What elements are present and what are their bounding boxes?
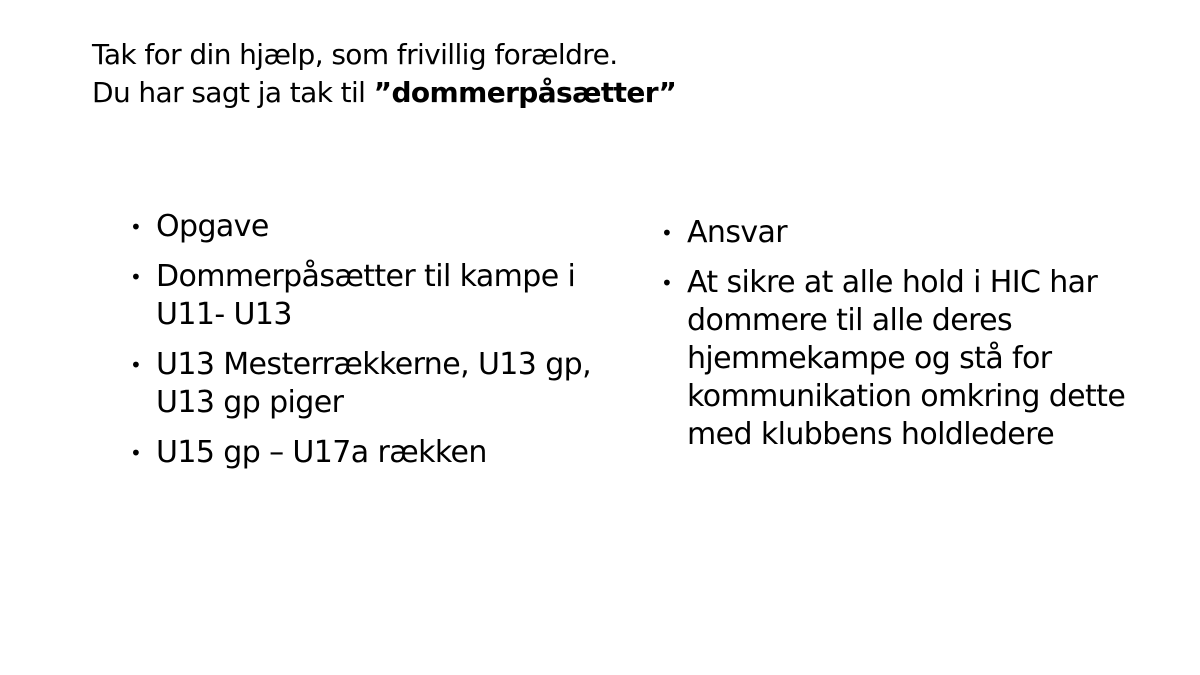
slide-title <box>92 36 1092 112</box>
list-item <box>130 346 600 422</box>
list-item-text: Ansvar <box>687 215 788 250</box>
bullet-icon: • <box>661 221 673 245</box>
bullet-icon: • <box>130 215 142 239</box>
list-item <box>130 434 600 472</box>
list-item-text: Dommerpåsætter til kampe i U11- U13 <box>156 259 576 332</box>
left-bullet-list <box>130 208 600 484</box>
title-line-2 <box>92 74 1092 112</box>
list-item-text: Opgave <box>156 209 269 244</box>
title-line-2-bold: ”dommerpåsætter” <box>373 76 677 109</box>
list-item <box>661 214 1131 252</box>
bullet-icon: • <box>130 441 142 465</box>
bullet-icon: • <box>661 271 673 295</box>
list-item-text: U15 gp – U17a rækken <box>156 435 487 470</box>
list-item-text: U13 Mesterrækkerne, U13 gp, U13 gp piger <box>156 347 592 420</box>
title-line-2-prefix: Du har sagt ja tak til <box>92 76 374 109</box>
title-line-1: Tak for din hjælp, som frivillig forældre. <box>92 38 618 71</box>
bullet-icon: • <box>130 265 142 289</box>
list-item <box>130 208 600 246</box>
list-item-text: At sikre at alle hold i HIC har dommere til alle deres hjemmekampe og stå for kommunikation omkring dette med klubbens holdledere <box>687 265 1126 452</box>
list-item <box>130 258 600 334</box>
list-item <box>661 264 1131 454</box>
bullet-icon: • <box>130 353 142 377</box>
right-bullet-list <box>661 214 1131 466</box>
